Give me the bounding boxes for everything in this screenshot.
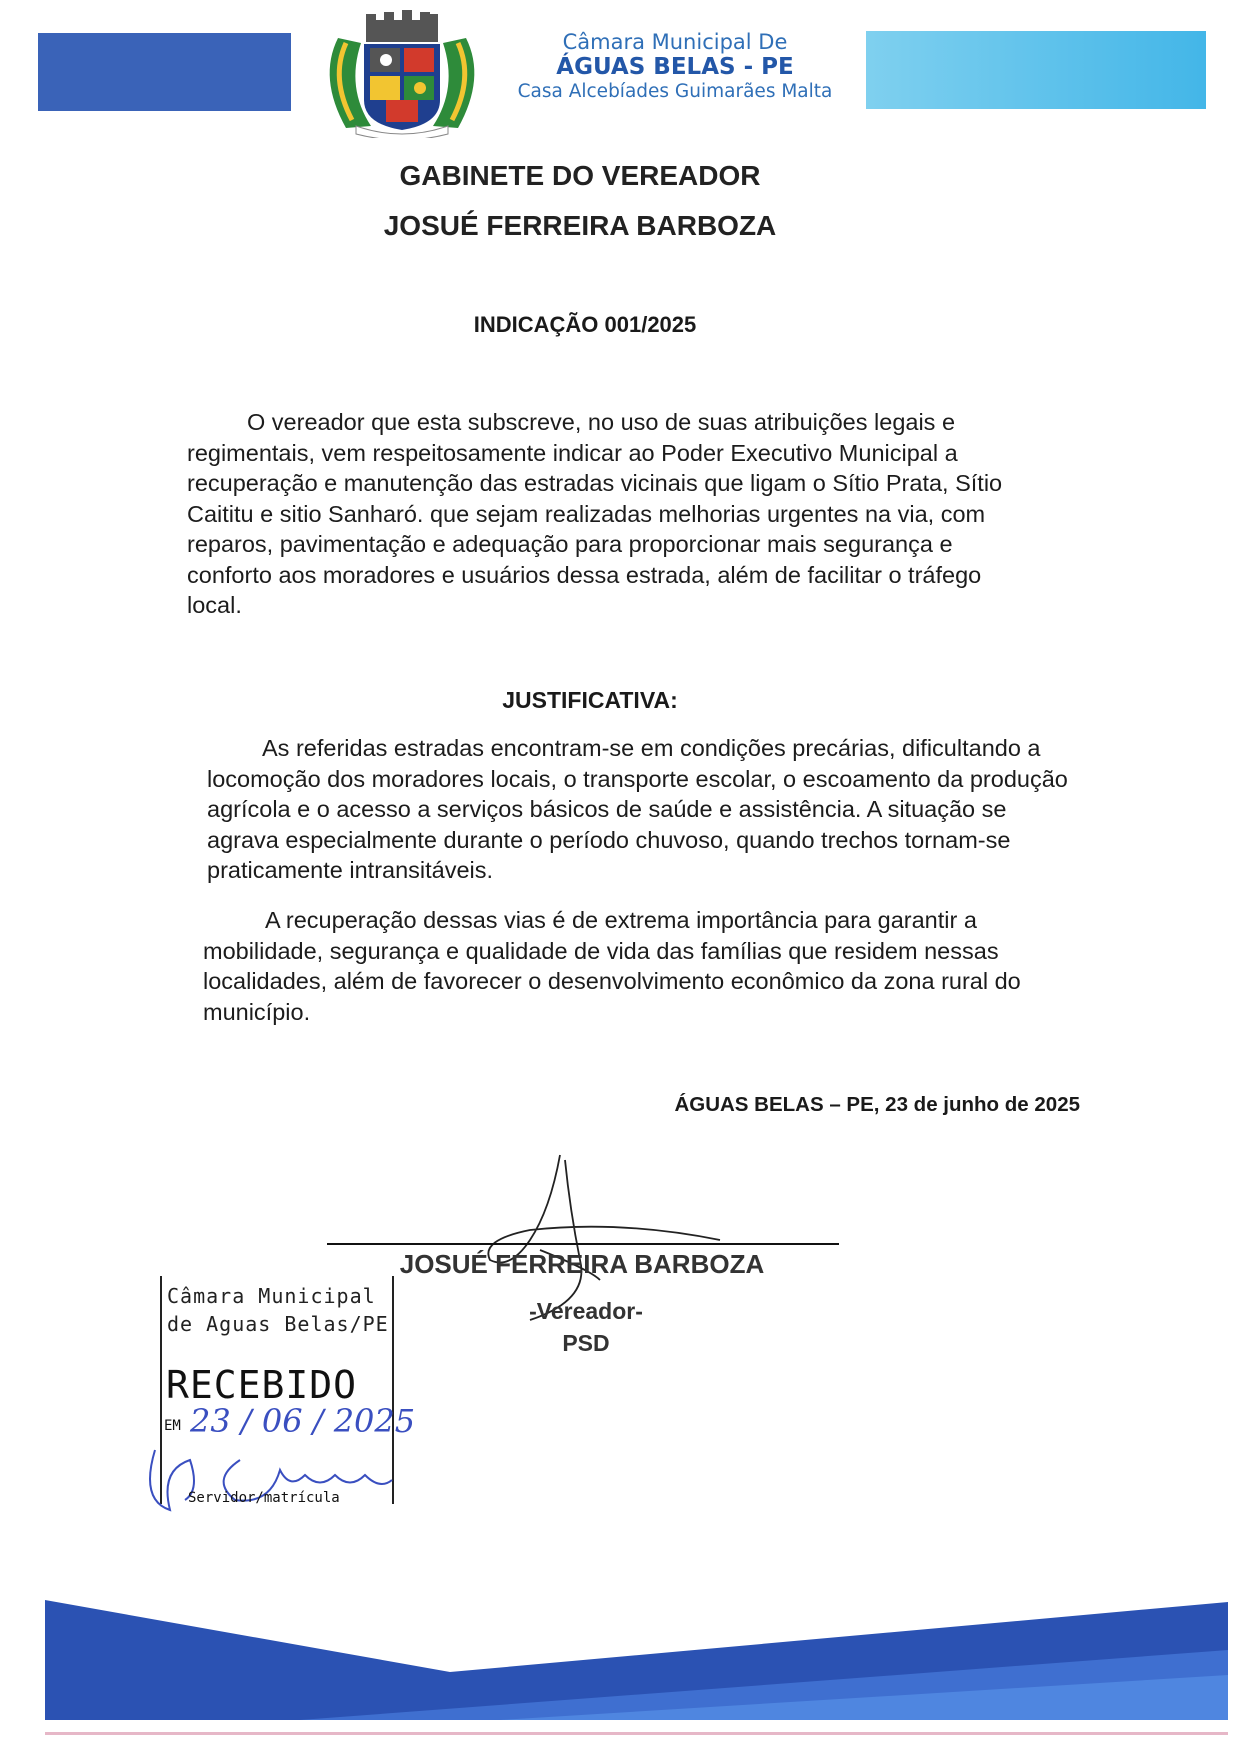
city-name: ÁGUAS BELAS - PE <box>556 54 794 81</box>
stamp-handwritten-signature <box>130 1430 400 1525</box>
place-date: ÁGUAS BELAS – PE, 23 de junho de 2025 <box>674 1093 1080 1116</box>
justification-paragraph-1 <box>207 733 1082 886</box>
signer-name: JOSUÉ FERREIRA BARBOZA <box>399 1249 765 1279</box>
indication-text: O vereador que esta subscreve, no uso de suas atribuições legais e regimentais, vem respeitosamente indicar ao Poder Executivo Municipal a recuperação e manutenção das estradas vicinais que ligam o Sítio Prata, Sítio Caititu e sitio Sanharó. que sejam realizadas melhorias urgentes na via, com reparos, pavimentação e adequação para proporcionar mais segurança e conforto aos moradores e usuários dessa estrada, além de facilitar o tráfego local. <box>187 409 1003 618</box>
coat-of-arms-logo <box>316 8 488 138</box>
chamber-header <box>505 30 845 102</box>
stamp-status: RECEBIDO <box>166 1363 358 1407</box>
office-heading: GABINETE DO VEREADOR <box>399 160 761 191</box>
justification-text-1: As referidas estradas encontram-se em condições precárias, dificultando a locomoção dos moradores locais, o transporte escolar, o escoamento da produção agrícola e o acesso a serviços básicos de saúde e assistência. A situação se agrava especialmente durante o período chuvoso, quando trechos tornam-se praticamente intransitáveis. <box>207 735 1068 883</box>
header-bar-left <box>38 33 291 111</box>
stamp-footer: Servidor/matrícula <box>188 1490 340 1506</box>
stamp-date-prefix: EM <box>164 1418 181 1434</box>
councilor-name-heading: JOSUÉ FERREIRA BARBOZA <box>383 210 777 241</box>
signer-party: PSD <box>562 1330 610 1356</box>
chamber-name: Câmara Municipal De <box>562 30 788 54</box>
justification-paragraph-2 <box>203 905 1083 1027</box>
signature-line <box>327 1243 839 1245</box>
signer-role: -Vereador- <box>529 1298 643 1324</box>
justification-heading: JUSTIFICATIVA: <box>502 687 678 713</box>
house-name: Casa Alcebíades Guimarães Malta <box>517 80 833 102</box>
footer-decoration <box>0 1580 1240 1753</box>
stamp-line-2: de Aguas Belas/PE <box>167 1312 389 1336</box>
document-title: INDICAÇÃO 001/2025 <box>473 312 697 337</box>
justification-text-2: A recuperação dessas vias é de extrema importância para garantir a mobilidade, segurança e qualidade de vida das famílias que residem nessas localidades, além de favorecer o desenvolvimento econômico da zona rural do município. <box>203 907 1021 1025</box>
indication-paragraph <box>187 407 1027 621</box>
stamp-date: 23 / 06 / 2025 <box>190 1402 416 1440</box>
header-bar-right <box>866 31 1206 109</box>
stamp-line-1: Câmara Municipal <box>167 1284 376 1308</box>
